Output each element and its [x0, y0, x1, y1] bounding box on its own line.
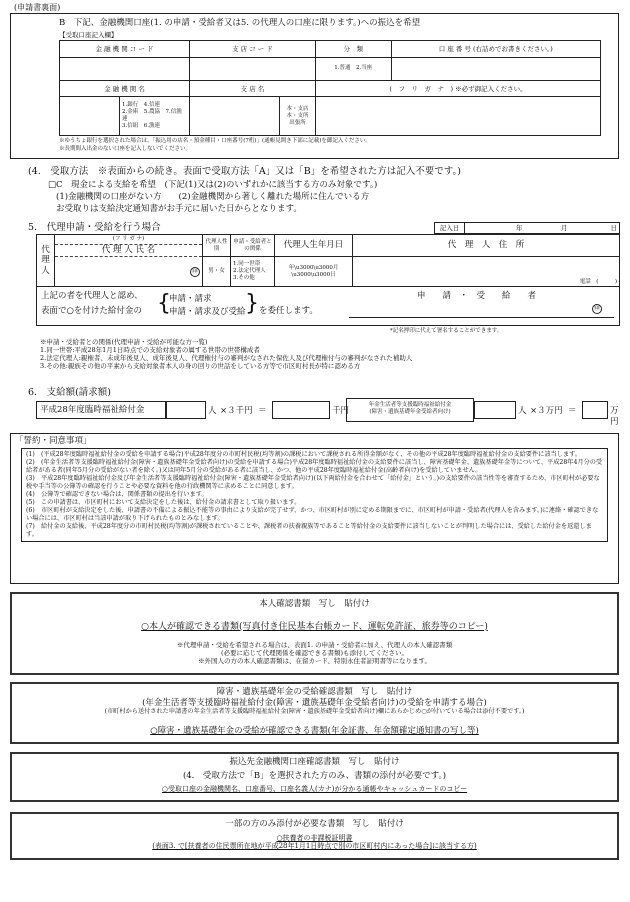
equals-2: ＝: [568, 406, 577, 416]
pledge-box: [10, 433, 619, 584]
proxy-name-label: 代 理 人 氏 名: [55, 245, 203, 257]
pension-doc-title: 障害・遺族基礎年金の受給確認書類 写し 貼付け: [216, 687, 413, 697]
entry-date[interactable]: 記入日 年 月 日: [434, 222, 620, 234]
branch-name-input[interactable]: [190, 97, 280, 136]
count-input-1[interactable]: [166, 401, 206, 419]
relation-label: 申請・受給者との関係: [231, 235, 275, 257]
bank-doc-main: ○受取口座の金融機関名、口座番号、口座名義人(カナ)が分かる通帳やキャッシュカードのコピー: [161, 785, 468, 794]
delegate-line-1: 上記の者を代理人と認め、: [41, 291, 143, 301]
unit-yen-1: 千円: [332, 406, 350, 416]
account-no-header: 口 座 番 号 (右詰めでお書きください。): [391, 41, 600, 58]
account-table: [59, 40, 601, 136]
id-doc-note-2: (必要に応じて代理関係を確認できる書類)も添付してください。: [220, 649, 409, 657]
delegate-line-2: 表面で○を付けた給付金の: [41, 306, 142, 316]
proxy-kana-label: (フ リ ガ ナ): [55, 235, 203, 245]
type-header: 分 類: [316, 41, 392, 58]
id-doc-main: ○本人が確認できる書類(写真付き住民基本台帳カード、運転免許証、旅券等のコピー): [141, 621, 488, 632]
pledge-item: (5) この申請書は、市区町村において支給決定をした後は、給付金の請求書として取り扱います。: [26, 499, 301, 506]
section6-title: 6. 支給額(請求額): [28, 387, 111, 398]
seal-mark: ㊞: [191, 267, 198, 275]
branch-code-input[interactable]: [190, 57, 316, 80]
pension-doc-line-2: (市町村から送付された申請書の年金生活者等支援臨時福祉給付金(障害・遺族基礎年金受給者向け)欄にあらかじめ○が付いている場合は添付不要です。): [104, 708, 525, 716]
bank-name-input[interactable]: [60, 97, 120, 136]
section5-title: 5. 代理申請・受給を行う場合: [28, 222, 161, 233]
id-doc-box[interactable]: [10, 592, 619, 675]
address-input[interactable]: [353, 257, 620, 287]
brace-close: }: [245, 291, 259, 316]
pledge-item: (4) 公簿等で確認できない場合は、関係書類の提出を行います。: [26, 490, 208, 498]
birth-input[interactable]: 年\u3000\u3000月\u3000\u3000日: [275, 257, 353, 287]
bank-doc-box[interactable]: [10, 752, 619, 802]
pledge-item: (6) 市区町村が支給決定をした後、申請書の不備による振込不能等の事由により支給が完了せず、かつ、市区町村が別に定める期限までに、市区町村が申請・受給者(代理人を含みます。)に連絡・確認できない場合には、市区町村は当該申請が取り下げられたものとみなします。: [26, 507, 599, 523]
option-b-title: B 下記、金融機関口座(1. の申請・受給者又は5. の代理人の口座に限ります。)への振込を希望: [59, 18, 421, 28]
id-doc-note-3: ※外国人の方の本人確認書類は、在留カード、特別永住者証明書等になります。: [198, 657, 431, 666]
kana-input[interactable]: [316, 97, 601, 136]
applicant-label: 申 請 ・ 受 給 者: [417, 291, 537, 301]
amount-input-1[interactable]: [272, 401, 330, 419]
partial-doc-main: ○扶養者の非課税証明書: [276, 833, 353, 842]
amount-input-2[interactable]: [582, 401, 608, 419]
amount-label-1: 平成28年度臨時福祉給付金: [36, 401, 166, 419]
option-b-row[interactable]: [59, 18, 420, 29]
account-no-input[interactable]: [391, 57, 600, 80]
gender-select[interactable]: 男・女: [203, 257, 231, 287]
bank-types[interactable]: 1.銀行 4.信連 2.金庫 5.農協 7.信漁連 3.信組 6.漁連: [120, 97, 190, 136]
pledge-title: 「誓約・同意事項」: [15, 436, 92, 446]
multiplier-2: ×３万円: [530, 406, 563, 416]
unit-yen-2: 万円: [610, 406, 619, 427]
delegate-opt-1[interactable]: 申請・請求: [169, 294, 212, 304]
bank-code-header: 金 融 機 関 コ ー ド: [60, 41, 190, 58]
proxy-table: [36, 234, 620, 287]
bank-note-1: ※ゆうちょ銀行を選択された場合は、「振込用の店名・預金種目・口座番号(7桁)」(通帳見開き下部に記載)を御記入ください。: [59, 138, 371, 144]
proxy-name-input[interactable]: [55, 257, 203, 287]
option-c-reason: (1)金融機関の口座がない方 (2)金融機関から著しく離れた場所に住んでいる方: [56, 192, 370, 202]
pledge-item: (7) 給付金の支給後、平成28年度分の市町村民税(均等割)が課税されていることや、課税者の扶養親族等であること等給付金の支給要件に該当しないことが判明した場合には、受給した給付金を返還します。: [26, 523, 592, 539]
multiplier-1: ×３千円: [220, 406, 253, 416]
partial-doc-box[interactable]: [10, 812, 619, 860]
bank-doc-title: 振込先金融機関口座確認書類 写し 貼付け: [229, 757, 400, 767]
equals-1: ＝: [258, 406, 267, 416]
bank-name-header: 金 融 機 関 名: [60, 80, 190, 97]
unit-person-2: 人: [518, 406, 527, 416]
branch-code-header: 支 店 コ ー ド: [190, 41, 316, 58]
pledge-item: (1) (平成28年度臨時福祉給付金の受給を申請する場合)平成28年度分の市町村民税(均等割)の課税において課税される所得金額がなく、その他の平成28年度臨時福祉給付金の支給要件に該当します。: [26, 450, 581, 458]
relation-notes: ※申請・受給者との関係(代理申請・受給が可能な方一覧) 1.同一世帯:平成28年1月1日時点での支給対象者の属する世帯の世帯構成者 2.法定代理人:親権者、未成年後見人、成年後見人、代理権付与の審判がなされた保佐人及び代理権付与の審判がなされた補助人 3.その他:親族その他の平素から支給対象者本人の身の回りの世話をしている方等で市区町村長が特に認める方: [40, 338, 413, 371]
account-label: 【受取口座記入欄】: [59, 31, 118, 39]
pension-doc-main: ○障害・遺族基礎年金の受給が確認できる書類(年金証書、年金額確定通知書の写し等): [150, 726, 479, 736]
relation-select[interactable]: 1.同一世帯 2.法定代理人 3.その他: [231, 257, 275, 287]
bank-note-2: ※長期間入出金のない口座を記入しないでください。: [59, 146, 192, 152]
delegate-opt-2[interactable]: 申請・請求及び受給: [169, 307, 246, 317]
pledge-list: [21, 448, 608, 543]
id-doc-title: 本人確認書類 写し 貼付け: [259, 599, 370, 609]
header-label: (申請書裏面): [14, 3, 61, 12]
phone-label: 電話 ( ): [579, 279, 617, 286]
bank-doc-line-1: (4. 受取方法で「B」を選択された方のみ、書類の添付が必要です。): [182, 770, 447, 781]
pension-doc-line-1: (年金生活者等支援臨時福祉給付金(障害・遺族基礎年金受給者向け)の受給を申請する場合): [142, 697, 487, 708]
address-label: 代 理 人 住 所: [353, 235, 620, 257]
count-input-2[interactable]: [474, 401, 516, 419]
branch-name-header: 支 店 名: [190, 80, 316, 97]
sign-note: *記名押印に代えて署名することができます。: [390, 328, 503, 334]
option-c-note: お受取りは支給決定通知書がお手元に届いた日からとなります。: [56, 204, 302, 214]
section4-title: (4. 受取方法 ※表面からの続き。表面で受取方法「A」又は「B」を希望された方は記入不要です。): [28, 166, 461, 177]
unit-person-1: 人: [208, 406, 217, 416]
branch-types[interactable]: 本・支店 本・支所 出張所: [280, 97, 316, 136]
brace-open: {: [157, 291, 171, 316]
pension-doc-box[interactable]: [10, 682, 619, 744]
delegation-box: [36, 286, 620, 326]
kana-header: ( フ リ ガ ナ ) ※必ず御記入ください。: [316, 80, 601, 97]
gender-label: 代理人性別: [203, 235, 231, 257]
amount-row: [36, 398, 620, 427]
applicant-seal[interactable]: ㊞: [593, 305, 600, 312]
sign-line: [349, 317, 614, 318]
proxy-side-label: 代理人: [37, 235, 55, 287]
bank-code-input[interactable]: [60, 57, 190, 80]
delegate-line-3: を委任します。: [259, 306, 318, 316]
birth-label: 代理人生年月日: [275, 235, 353, 257]
amount-label-2: 年金生活者等支援臨時福祉給付金 (障害・遺族基礎年金受給者向け): [346, 398, 474, 422]
pledge-item: (2) (年金生活者等支援臨時福祉給付金(障害・遺族基礎年金受給者向け)の受給を申請する場合)平成28年度臨時福祉給付金の支給要件に該当し、障害基礎年金、遺族基礎年金等について、平成28年4月分の受給者がある者(同年5月分の受給がない者を除く。)又は同年5月分の受給がある者に該当し、かつ、他の平成28年度臨時福祉給付金(高齢者向け)を受給していません。: [26, 458, 603, 474]
pledge-item: (3) 平成28年度臨時福祉給付金及び年金生活者等支援臨時福祉給付金(障害・遺族基礎年金受給者向け)(以下両給付金を合わせて「給付金」という。)の支給要件の該当性等を審査するため、市区町村が必要な税や手当等の公簿等の確認を行うことや必要な資料を他の行政機関等に求めることに同意します。: [26, 474, 600, 490]
partial-doc-title: 一部の方のみ添付が必要な書類 写し 貼付け: [225, 819, 404, 829]
bank-section: [10, 13, 619, 159]
type-options[interactable]: 1.普通 2.当座: [316, 57, 392, 80]
id-doc-note-1: ※代理申請・受給を希望される場合は、表面1. の申請・受給者に加え、代理人の本人確認書類: [176, 640, 453, 649]
option-c[interactable]: □C 現金による支給を希望 (下記(1)又は(2)のいずれかに該当する方のみ対象です。): [48, 180, 378, 190]
partial-doc-line-1: (表面3. で[扶養者の住民票所在地が平成28年1月1日時点で別の市区町村内にあった場合]に該当する方): [152, 842, 477, 851]
